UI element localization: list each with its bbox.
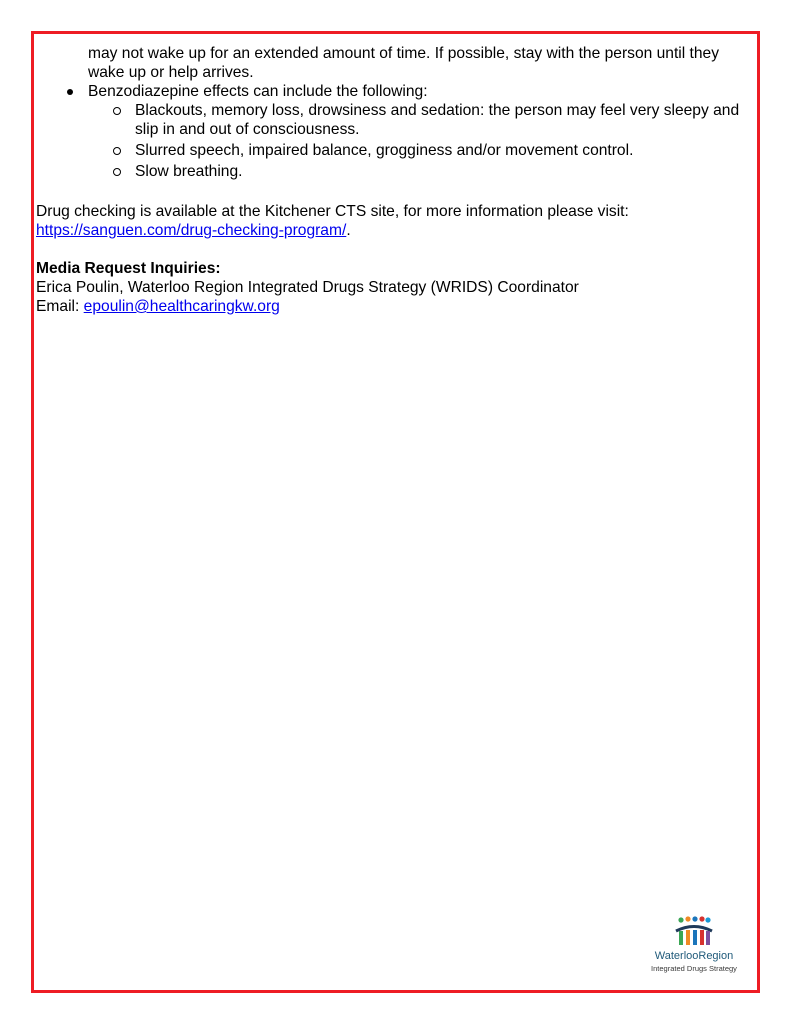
- logo-title: WaterlooRegion: [654, 950, 734, 962]
- circle-bullet-icon: [113, 107, 121, 115]
- waterloo-region-logo: [648, 914, 740, 978]
- drug-checking-link[interactable]: https://sanguen.com/drug-checking-program/: [36, 222, 347, 239]
- sub-list-text: Slow breathing.: [135, 163, 243, 180]
- continuation-paragraph: may not wake up for an extended amount of time. If possible, stay with the person until they wake up or help arrives.: [88, 45, 720, 81]
- drug-checking-paragraph: [36, 202, 748, 240]
- circle-bullet-icon: [113, 147, 121, 155]
- contact-email-line: [36, 297, 748, 316]
- sub-list-item: [135, 101, 748, 139]
- sub-list-item: [135, 141, 748, 160]
- email-link[interactable]: epoulin@healthcaringkw.org: [83, 298, 280, 315]
- sub-list-item: [135, 162, 748, 181]
- contact-name: Erica Poulin, Waterloo Region Integrated Drugs Strategy (WRIDS) Coordinator: [36, 279, 579, 296]
- media-inquiries-heading: Media Request Inquiries:: [36, 260, 221, 277]
- logo-figures-icon: [648, 914, 740, 950]
- link-period: .: [346, 222, 351, 239]
- email-label: Email:: [36, 298, 84, 315]
- bullet-icon: [67, 89, 73, 95]
- sub-list-text: Blackouts, memory loss, drowsiness and sedation: the person may feel very sleepy and slip in and out of consciousness.: [135, 102, 740, 138]
- bullet-text: Benzodiazepine effects can include the following:: [88, 83, 428, 100]
- circle-bullet-icon: [113, 168, 121, 176]
- logo-subtitle: Integrated Drugs Strategy: [651, 964, 737, 973]
- drug-checking-text: Drug checking is available at the Kitchener CTS site, for more information please visit:: [36, 203, 629, 220]
- sub-list-text: Slurred speech, impaired balance, grogginess and/or movement control.: [135, 142, 634, 159]
- document-body: [36, 44, 748, 316]
- bullet-item: [88, 82, 748, 101]
